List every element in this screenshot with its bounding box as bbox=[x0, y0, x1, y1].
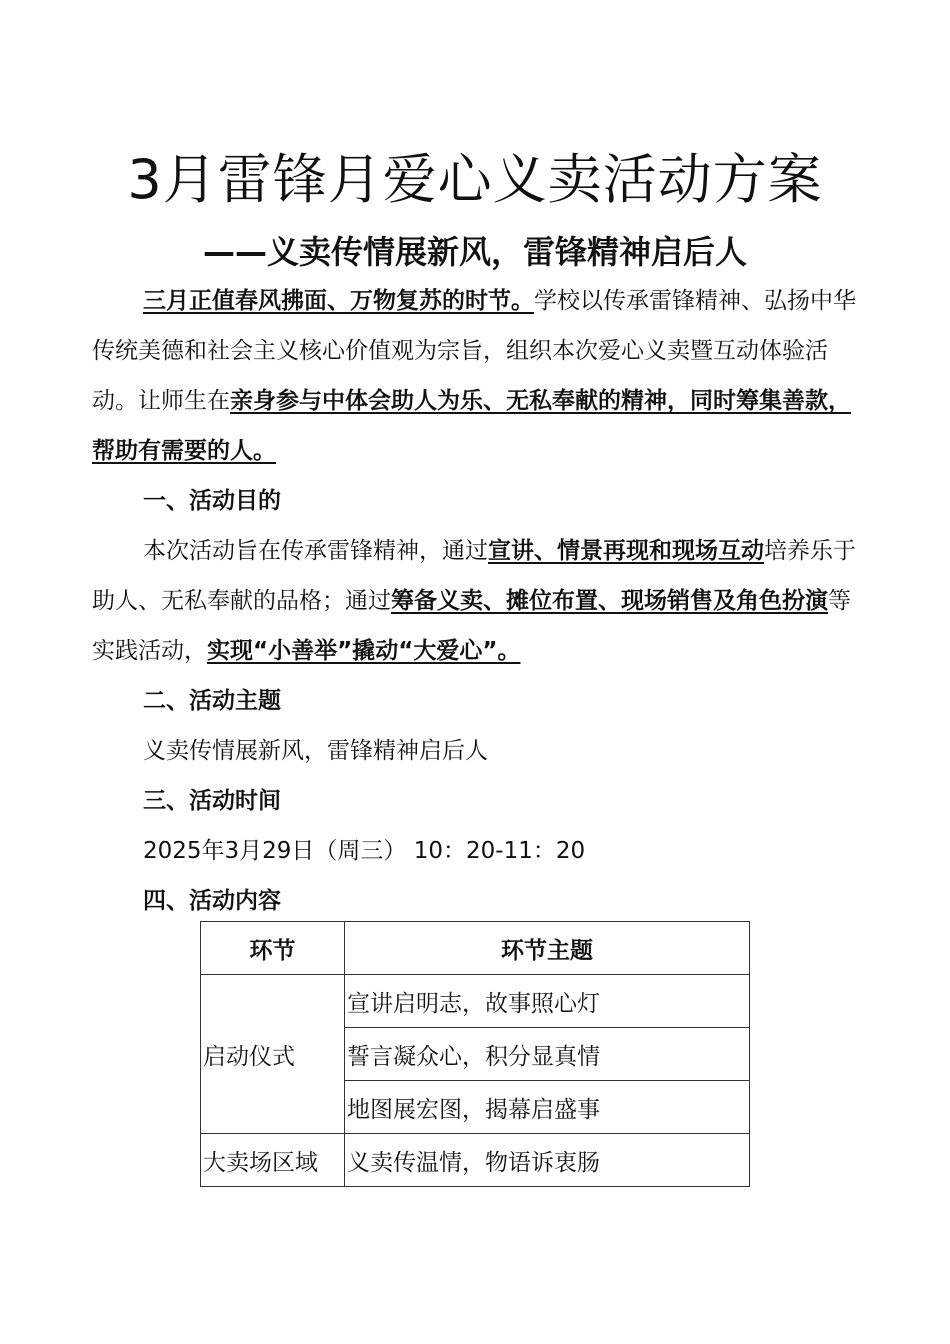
table-header-row bbox=[201, 922, 750, 975]
intro-text: 学校以传承雷锋精神、弘扬中华传统美德和社会主义核心价值观为宗旨，组织本次爱心义卖暨互动体验活动。让师生在 bbox=[92, 288, 856, 414]
topic-cell: 地图展宏图，揭幕启盛事 bbox=[345, 1081, 750, 1134]
intro-emphasis: 三月正值春风拂面、万物复苏的时节。 bbox=[143, 288, 534, 314]
intro-emphasis-2: 亲身参与中体会助人为乐、无私奉献的精神，同时筹集善款，帮助有需要的人。 bbox=[92, 388, 851, 464]
goal-emphasis-2: 筹备义卖、摊位布置、现场销售及角色扮演 bbox=[391, 588, 828, 614]
page-subtitle: ——义卖传情展新风，雷锋精神启后人 bbox=[202, 233, 747, 271]
goal-text-2: 培养乐于助人、无私奉献的品格；通过 bbox=[92, 538, 856, 614]
section-heading-time: 三、活动时间 bbox=[143, 788, 281, 814]
table-row bbox=[201, 1134, 750, 1187]
intro-paragraph bbox=[92, 276, 862, 476]
section-heading-content: 四、活动内容 bbox=[143, 888, 281, 914]
table-row bbox=[201, 975, 750, 1028]
goal-paragraph bbox=[92, 526, 862, 676]
theme-text: 义卖传情展新风，雷锋精神启后人 bbox=[143, 738, 488, 764]
goal-emphasis-1: 宣讲、情景再现和现场互动 bbox=[488, 538, 764, 564]
segment-cell: 大卖场区域 bbox=[201, 1134, 345, 1187]
time-text: 2025年3月29日（周三） 10：20-11：20 bbox=[143, 838, 586, 864]
topic-cell: 誓言凝众心，积分显真情 bbox=[345, 1028, 750, 1081]
table-header-topic: 环节主题 bbox=[345, 922, 750, 975]
segment-cell: 启动仪式 bbox=[201, 975, 345, 1134]
document-body bbox=[92, 276, 862, 926]
section-heading-theme: 二、活动主题 bbox=[143, 688, 281, 714]
goal-text-3: 等实践活动， bbox=[92, 588, 851, 664]
goal-emphasis-3: 实现“小善举”撬动“大爱心”。 bbox=[207, 638, 521, 664]
topic-cell: 义卖传温情，物语诉衷肠 bbox=[345, 1134, 750, 1187]
page-title: 3月雷锋月爱心义卖活动方案 bbox=[127, 148, 823, 211]
table-header-segment: 环节 bbox=[201, 922, 345, 975]
section-heading-goal: 一、活动目的 bbox=[143, 488, 281, 514]
topic-cell: 宣讲启明志，故事照心灯 bbox=[345, 975, 750, 1028]
goal-text-1: 本次活动旨在传承雷锋精神，通过 bbox=[143, 538, 488, 564]
activity-table bbox=[200, 921, 750, 1187]
